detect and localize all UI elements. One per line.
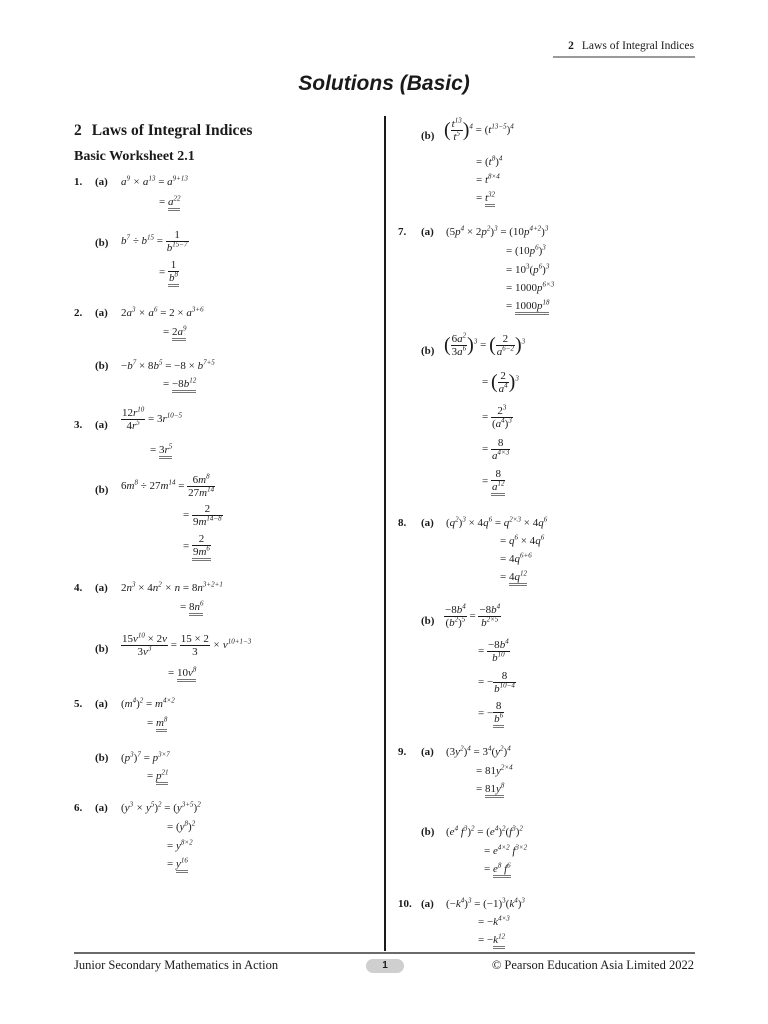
math-line: $(3y^2)^4 = 3^4(y^2)^4$ [446, 744, 511, 758]
math-line: = $81y^{2\times 4}$ [476, 763, 513, 777]
part-label: (a) [95, 307, 108, 319]
math-line: $(-k^4)^3 = (-1)^3(k^4)^3$ [446, 896, 525, 910]
math-line: $-b^7 \times 8b^5 = -8 \times b^{7+5}$ [121, 358, 215, 372]
math-line: = $4q^{12}$ [500, 571, 527, 583]
part-label: (a) [421, 898, 434, 910]
question-number: 8. [398, 517, 407, 529]
part-label: (b) [421, 130, 435, 142]
question-number: 4. [74, 582, 83, 594]
part-label: (a) [421, 226, 434, 238]
part-label: (a) [421, 517, 434, 529]
math-line: $b^7 \div b^{15}$ = $\frac{1}{b^{15-7}}$ [121, 229, 188, 254]
math-line: = ( $\frac{2}{a^4}$ )$^3$ [482, 370, 519, 395]
part-label: (b) [95, 237, 109, 249]
math-line: $(y^3 \times y^5)^2 = (y^{3+5})^2$ [121, 800, 201, 814]
chapter-heading [74, 122, 262, 140]
math-line: $\frac{-8b^4}{(b^2)^5}$ = $\frac{-8b^4}{b^{2\times 5}}$ [445, 602, 501, 629]
part-label: (b) [95, 643, 109, 655]
question-number: 6. [74, 802, 83, 814]
chapter-text: Laws of Integral Indices [91, 122, 253, 139]
math-line: $\frac{15v^{10} \times 2v}{3v^3}$ = $\frac{15 \times 2}{3}$ × $v^{10+1-3}$ [122, 631, 252, 658]
column-divider [384, 116, 386, 951]
math-line: ( $\frac{6a^2}{3a^6}$ )$^3$ = ( $\frac{2}{a^{6-2}}$ )$^3$ [444, 331, 526, 358]
footer-rule [74, 952, 695, 954]
math-line: = $y^{8\times 2}$ [167, 838, 193, 852]
math-line: ($e^4$ $f^3)^2 = (e^4)^2(f^3)^2$ [446, 824, 523, 838]
math-line: = $-k^{4\times 3}$ [478, 914, 510, 928]
math-line: = $y^{16}$ [167, 858, 188, 870]
chapter-num: 2 [74, 122, 82, 139]
math-line: $\frac{12r^{10}}{4r^5}$ = $3r^{10-5}$ [122, 405, 183, 432]
math-line: = $10v^8$ [168, 667, 196, 679]
math-line: = $-8b^{12}$ [163, 378, 196, 390]
math-line: = $\frac{8}{a^{4\times 3}}$ [482, 437, 510, 462]
math-line: = $\frac{1}{b^8}$ [159, 259, 179, 287]
header-rule [553, 56, 695, 58]
math-line: = $(y^8)^2$ [167, 819, 196, 833]
question-number: 3. [74, 419, 83, 431]
page-number: 1 [366, 959, 404, 973]
math-line: = $(10p^6)^3$ [506, 243, 546, 257]
math-line: ( $\frac{t^{13}}{t^5}$ )$^4 = (t^{13-5})^4$ [444, 116, 514, 143]
worksheet-heading: Basic Worksheet 2.1 [74, 149, 195, 164]
question-number: 10. [398, 898, 412, 910]
math-line: $2a^3 \times a^6 = 2 \times a^{3+6}$ [121, 305, 204, 319]
math-line: $(p^3)^7 = p^{3\times 7}$ [121, 750, 170, 764]
math-line: = $\frac{2}{9m^{14-8}}$ [183, 503, 222, 528]
question-number: 2. [74, 307, 83, 319]
math-line: = $1000p^{18}$ [506, 300, 549, 312]
math-line: $a^9 \times a^{13} = a^{9+13}$ [121, 174, 188, 188]
math-line: = $3r^5$ [150, 444, 172, 456]
part-label: (a) [95, 419, 108, 431]
math-line: = $(t^8)^4$ [476, 154, 503, 168]
header-chapter-title: Laws of Integral Indices [581, 40, 694, 52]
page-title: Solutions (Basic) [298, 72, 470, 95]
math-line: = $\frac{-8b^4}{b^{10}}$ [478, 637, 509, 664]
math-line: $6m^8 \div 27m^{14}$ = $\frac{6m^8}{27m^{14}}$ [121, 472, 215, 499]
math-line: = $m^8$ [147, 717, 167, 729]
part-label: (a) [421, 746, 434, 758]
math-line: = $q^6 \times 4q^6$ [500, 533, 545, 547]
part-label: (b) [95, 752, 109, 764]
math-line: = $8n^6$ [180, 601, 203, 613]
part-label: (a) [95, 176, 108, 188]
math-line: = $10^3(p^6)^3$ [506, 262, 550, 276]
math-line: $(5p^4 \times 2p^2)^3 = (10p^{4+2})^3$ [446, 224, 549, 238]
part-label: (b) [95, 484, 109, 496]
question-number: 7. [398, 226, 407, 238]
part-label: (a) [95, 802, 108, 814]
header-chapter-num: 2 [568, 40, 574, 52]
math-line: = $e^{4\times 2}$ $f^{3\times 2}$ [484, 843, 528, 857]
part-label: (a) [95, 698, 108, 710]
running-header [568, 40, 694, 52]
part-label: (a) [95, 582, 108, 594]
math-line: = $2a^9$ [163, 326, 186, 338]
math-line: = $t^{32}$ [476, 192, 495, 204]
math-line: $2n^3 \times 4n^2 \times n = 8n^{3+2+1}$ [121, 580, 223, 594]
part-label: (b) [421, 345, 435, 357]
part-label: (b) [95, 360, 109, 372]
math-line: $(m^4)^2 = m^{4\times 2}$ [121, 696, 175, 710]
question-number: 1. [74, 176, 83, 188]
math-line: = $t^{8\times 4}$ [476, 172, 500, 186]
math-line: = $\frac{8}{a^{12}}$ [482, 468, 505, 496]
math-line: = $e^8$ $f^6$ [484, 863, 511, 875]
math-line: = $p^{21}$ [147, 770, 168, 782]
math-line: = − $\frac{8}{b^6}$ [478, 700, 504, 728]
math-line: = − $\frac{8}{b^{10-4}}$ [478, 670, 515, 695]
footer-book-title: Junior Secondary Mathematics in Action [74, 958, 279, 972]
question-number: 9. [398, 746, 407, 758]
math-line: = $1000p^{6\times 3}$ [506, 280, 555, 294]
math-line: = $\frac{2}{9m^6}$ [183, 533, 211, 561]
math-line: = $\frac{2^3}{(a^4)^3}$ [482, 403, 512, 430]
math-line: = $4q^{6+6}$ [500, 551, 532, 565]
part-label: (b) [421, 826, 435, 838]
part-label: (b) [421, 615, 435, 627]
math-line: $(q^2)^3 \times 4q^6 = q^{2\times 3} \times 4q^6$ [446, 515, 548, 529]
math-line: = $81y^8$ [476, 783, 504, 795]
math-line: = $-k^{12}$ [478, 934, 505, 946]
math-line: = $a^{22}$ [159, 196, 180, 208]
footer-copyright: © Pearson Education Asia Limited 2022 [491, 958, 694, 972]
question-number: 5. [74, 698, 83, 710]
